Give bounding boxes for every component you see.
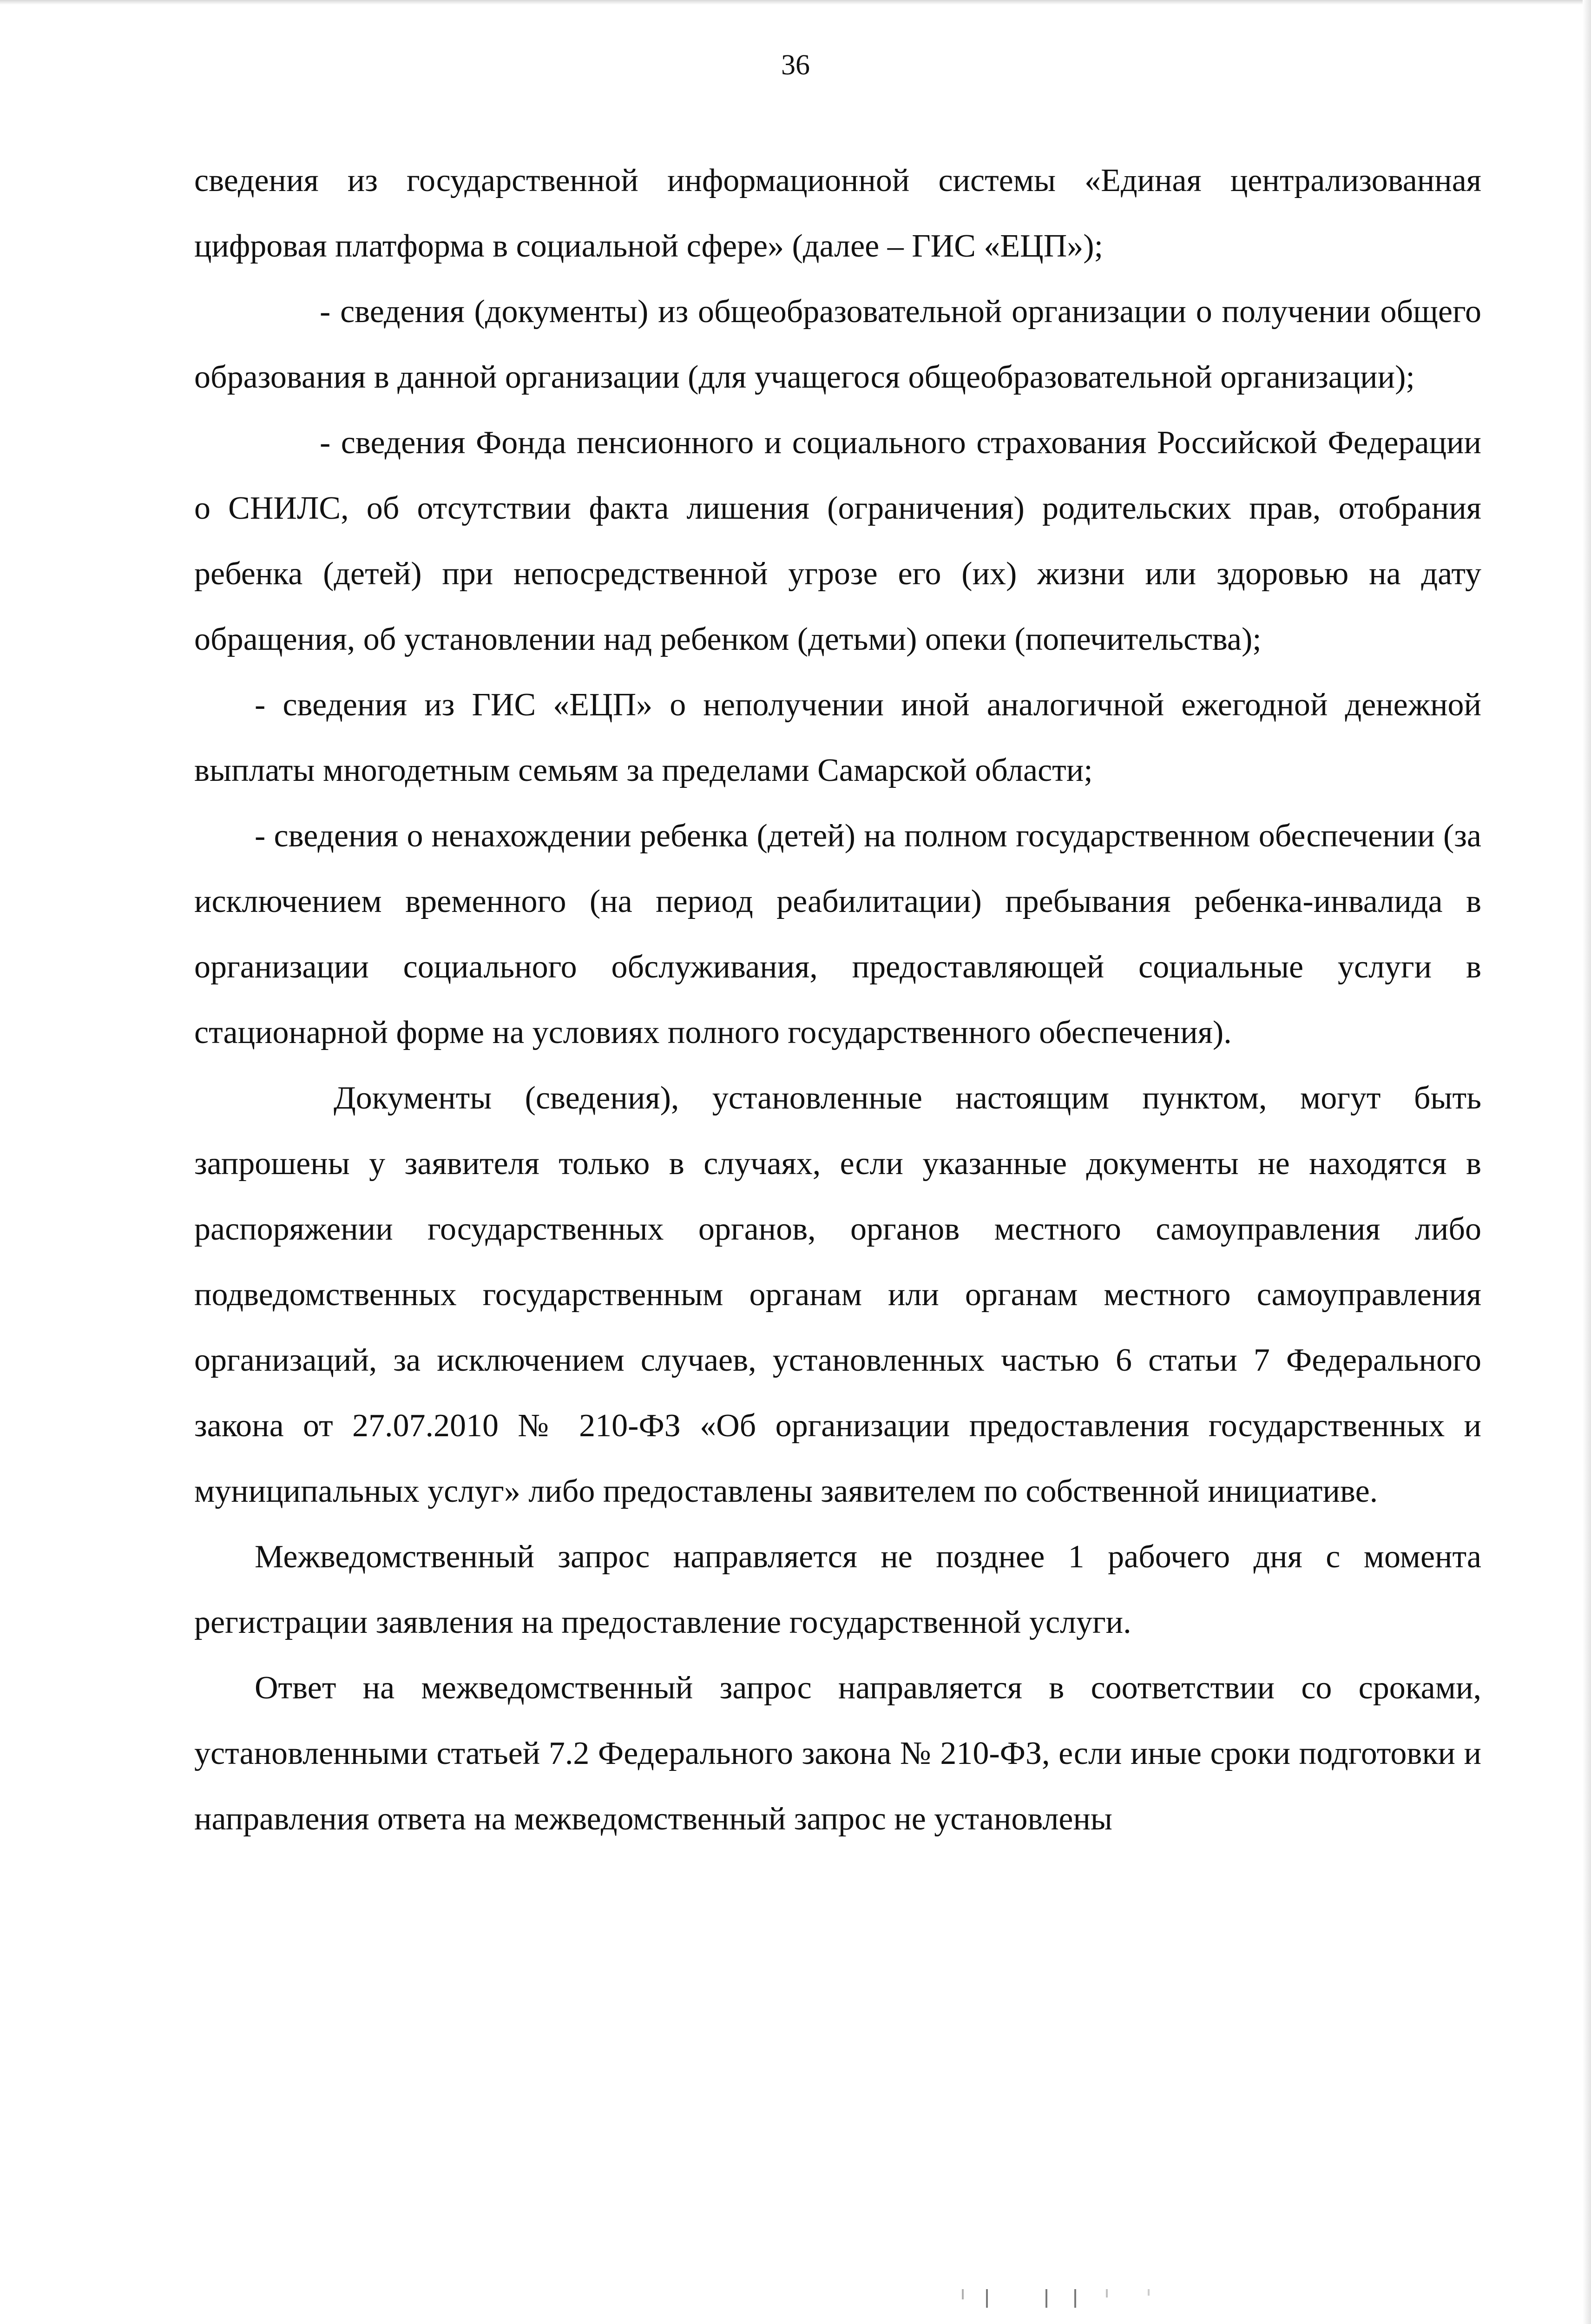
scan-mark bbox=[986, 2289, 988, 2308]
document-body bbox=[194, 148, 1481, 1852]
scan-mark bbox=[1148, 2289, 1150, 2296]
paragraph-school-documents: - сведения (документы) из общеобразовательной организации о получении общего образования в данной организации (для учащегося общеобразовательной организации); bbox=[194, 294, 1481, 395]
scan-edge-top bbox=[0, 0, 1591, 5]
paragraph-documents-request: Документы (сведения), установленные настоящим пунктом, могут быть запрошены у заявителя только в случаях, если указанные документы не находятся в распоряжении государственных органов, органов местного самоуправления либо подведомственных государственным органам или органам местного самоуправления организаций, за исключением случаев, установленных частью 6 статьи 7 Федерального закона от 27.07.2010 № 210-ФЗ «Об организации предоставления государственных и муниципальных услуг» либо предоставлены заявителем по собственной инициативе. bbox=[194, 1080, 1481, 1509]
paragraph-gis-ecp-non-receipt: - сведения из ГИС «ЕЦП» о неполучении иной аналогичной ежегодной денежной выплаты многодетным семьям за пределами Самарской области; bbox=[194, 687, 1481, 788]
scan-mark bbox=[1106, 2289, 1108, 2298]
page-number: 36 bbox=[781, 49, 810, 81]
scan-mark bbox=[1074, 2289, 1076, 2308]
paragraph-gis-ecp-info: сведения из государственной информационной системы «Единая централизованная цифровая платформа в социальной сфере» (далее – ГИС «ЕЦП»); bbox=[194, 163, 1481, 264]
scan-artifact-marks bbox=[953, 2284, 1185, 2312]
paragraph-interagency-request: Межведомственный запрос направляется не позднее 1 рабочего дня с момента регистрации заявления на предоставление государственной услуги. bbox=[194, 1539, 1481, 1640]
paragraph-pension-fund-info: - сведения Фонда пенсионного и социального страхования Российской Федерации о СНИЛС, об отсутствии факта лишения (ограничения) родительских прав, отобрания ребенка (детей) при непосредственной угрозе его (их) жизни или здоровью на дату обращения, об установлении над ребенком (детьми) опеки (попечительства); bbox=[194, 425, 1481, 657]
scan-mark bbox=[1045, 2289, 1047, 2308]
paragraph-state-care-info: - сведения о ненахождении ребенка (детей) на полном государственном обеспечении (за исключением временного (на период реабилитации) пребывания ребенка-инвалида в организации социального обслуживания, предоставляющей социальные услуги в стационарной форме на условиях полного государственного обеспечения). bbox=[194, 818, 1481, 1050]
scan-mark bbox=[962, 2289, 964, 2299]
paragraph-interagency-response: Ответ на межведомственный запрос направляется в соответствии со сроками, установленными статьей 7.2 Федерального закона № 210-ФЗ, если иные сроки подготовки и направления ответа на межведомственный запрос не установлены bbox=[194, 1670, 1481, 1837]
scan-edge-right bbox=[1583, 0, 1591, 2324]
